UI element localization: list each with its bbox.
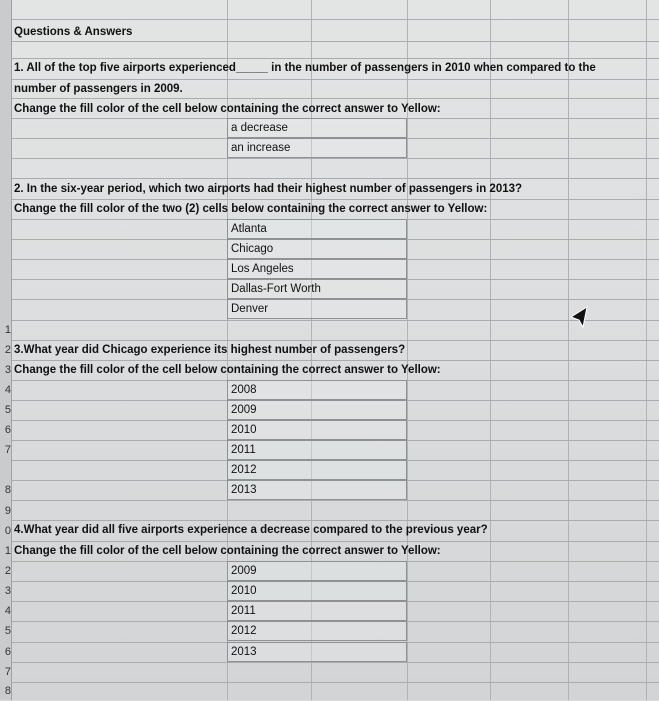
q4-instruction[interactable]: Change the fill color of the cell below containing the correct answer to Yellow: [14, 545, 441, 557]
q3-answer-cell[interactable]: 2008 [227, 380, 407, 400]
q2-answer-cell[interactable]: Atlanta [227, 219, 407, 239]
q4-answer-cell[interactable]: 2009 [227, 561, 407, 581]
row-number[interactable]: 7 [4, 444, 11, 456]
row-number[interactable]: 4 [4, 384, 11, 396]
row-number[interactable]: 9 [4, 505, 11, 517]
q3-answer-cell[interactable]: 2011 [227, 440, 407, 460]
q3-answer-cell[interactable]: 2010 [227, 420, 407, 440]
q1-answer-cell[interactable]: an increase [227, 138, 407, 158]
q1-instruction[interactable]: Change the fill color of the cell below containing the correct answer to Yellow: [14, 103, 441, 115]
row-number[interactable]: 8 [4, 685, 11, 697]
row-number[interactable]: 2 [4, 344, 11, 356]
q2-instruction[interactable]: Change the fill color of the two (2) cells below containing the correct answer to Yellow: [14, 203, 488, 215]
q2-answer-cell[interactable]: Los Angeles [227, 259, 407, 279]
q3-text[interactable]: 3.What year did Chicago experience its highest number of passengers? [14, 344, 406, 356]
row-number[interactable]: 5 [4, 404, 11, 416]
q2-answer-cell[interactable]: Dallas-Fort Worth [227, 279, 407, 299]
row-number[interactable]: 1 [4, 324, 11, 336]
grid-col-line [490, 0, 491, 700]
sheet-title[interactable]: Questions & Answers [14, 26, 133, 38]
row-number[interactable]: 3 [4, 364, 11, 376]
q4-text[interactable]: 4.What year did all five airports experience a decrease compared to the previous year? [14, 524, 488, 536]
row-number[interactable]: 4 [4, 605, 11, 617]
q3-answer-cell[interactable]: 2013 [227, 480, 407, 500]
row-number[interactable]: 5 [4, 625, 11, 637]
row-number[interactable]: 7 [4, 666, 11, 678]
row-number[interactable]: 3 [4, 585, 11, 597]
row-number[interactable]: 6 [4, 424, 11, 436]
q1-suffix: in the number of passengers in 2010 when compared to the [271, 62, 596, 74]
row-header-strip[interactable] [0, 0, 12, 700]
q2-text[interactable]: 2. In the six-year period, which two airports had their highest number of passengers in 2013? [14, 183, 523, 195]
q4-answer-cell[interactable]: 2013 [227, 642, 407, 662]
q1-blank: _____ [235, 62, 268, 74]
row-number[interactable]: 0 [4, 525, 11, 537]
grid-col-line [568, 0, 569, 700]
q3-answer-cell[interactable]: 2012 [227, 460, 407, 480]
row-number[interactable]: 2 [4, 565, 11, 577]
row-number[interactable]: 6 [4, 646, 11, 658]
q2-answer-cell[interactable]: Chicago [227, 239, 407, 259]
q3-instruction[interactable]: Change the fill color of the cell below containing the correct answer to Yellow: [14, 364, 441, 376]
q4-answer-cell[interactable]: 2010 [227, 581, 407, 601]
grid-col-line [646, 0, 647, 700]
q4-answer-cell[interactable]: 2012 [227, 621, 407, 641]
row-number[interactable]: 8 [4, 484, 11, 496]
q1-text-line2[interactable]: number of passengers in 2009. [14, 83, 183, 95]
q3-answer-cell[interactable]: 2009 [227, 400, 407, 420]
q1-text-line1[interactable] [14, 58, 596, 78]
row-number[interactable]: 1 [4, 545, 11, 557]
mouse-pointer-icon [570, 306, 588, 328]
q1-prefix: 1. All of the top five airports experienced [14, 62, 236, 74]
q1-answer-cell[interactable]: a decrease [227, 118, 407, 138]
q2-answer-cell[interactable]: Denver [227, 299, 407, 319]
q4-answer-cell[interactable]: 2011 [227, 601, 407, 621]
